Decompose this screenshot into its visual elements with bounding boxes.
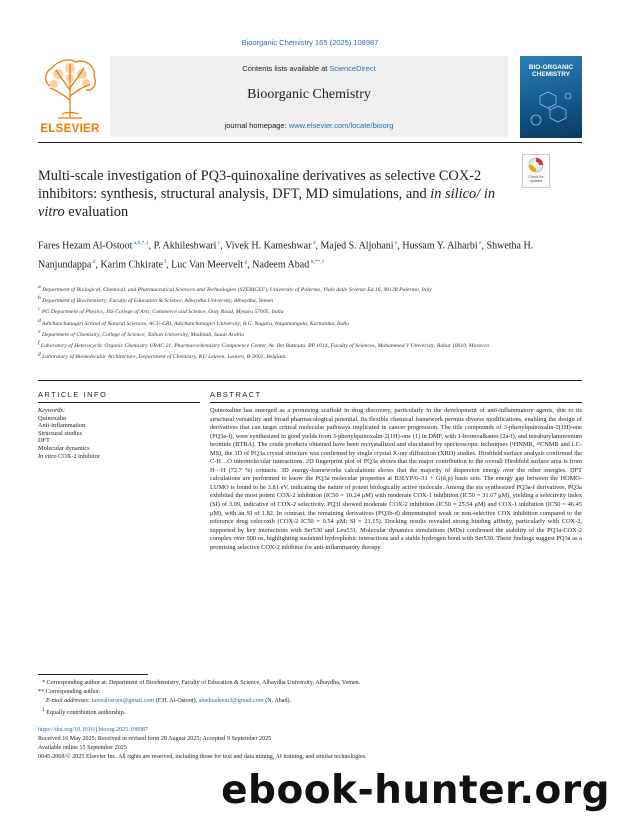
- watermark: ebook-hunter.org: [221, 768, 610, 813]
- homepage-prefix: journal homepage:: [224, 121, 289, 130]
- author-separator: ,: [166, 259, 172, 271]
- keyword-last: [38, 453, 198, 461]
- article-info-heading: ARTICLE INFO: [38, 390, 108, 399]
- author-separator: ,: [247, 259, 253, 271]
- check-updates-icon: [523, 155, 549, 175]
- email-link-2[interactable]: abadnadeem3@gmail.com: [198, 698, 264, 704]
- author-affiliation-marker[interactable]: d: [91, 259, 96, 266]
- author-list: [38, 235, 568, 274]
- author-separator: ,: [220, 240, 226, 252]
- author-separator: ,: [481, 240, 487, 252]
- author-affiliation-marker[interactable]: d: [311, 240, 316, 246]
- footnotes: [38, 679, 582, 718]
- author-separator: ,: [148, 240, 154, 252]
- author-affiliation-marker[interactable]: a,b,*,1: [132, 240, 149, 246]
- keyword-item: Quinoxalin: [38, 414, 67, 422]
- copyright: 0045-2068/© 2025 Elsevier Inc. All rights are reserved, including those for text and data mining, AI training, and similar technologies.: [38, 753, 367, 760]
- author-name[interactable]: Majed S. Aljohani: [320, 240, 394, 252]
- affiliation-item: $^f$ Laboratory of Heterocyclic Organic Chemistry URAC 21, Pharmacochemistry Competence Center, Av. Ibn Battouta, BP 1014, Faculty of Sciences, Mohammed V University, Rabat 10010, Morocco: [38, 339, 490, 349]
- author-name[interactable]: Luc Van Meervelt: [171, 259, 244, 271]
- keyword-list: [38, 415, 198, 453]
- author-affiliation-marker[interactable]: b,**,1: [309, 259, 325, 266]
- article-info-divider: [38, 402, 200, 403]
- author-affiliation-marker[interactable]: e: [477, 240, 482, 246]
- footnote-divider: [38, 674, 148, 675]
- author-name[interactable]: Fares Hezam Al-Ostoot: [38, 240, 133, 252]
- available-date: Available online 15 September 2025: [38, 744, 127, 751]
- keyword-item: Structural studies: [38, 429, 82, 437]
- affiliation-item: $^e$ Department of Chemistry, College of Science, Taibah University, Madinah, Saudi Arabia: [38, 328, 245, 338]
- elsevier-wordmark[interactable]: ELSEVIER: [40, 123, 100, 135]
- keyword-item: DFT: [38, 437, 50, 445]
- abstract-text: Quinoxaline has emerged as a promising scaffold in drug discovery, particularly in the development of anti-inflammatory agents, due to its structural versatility and broad pharmacological potential. Its flexible chemical framework permits diverse modifications, enabling the design of derivatives that can target critical molecular pathways implicated in cancer progression. The title compounds of 3-phenylquinoxalin-2(1H)-one (PQ3a-f), were synthesized in good yields from 3-phenylquinoxalin-2(1H)-one (1) in DMF, with 1-bromoalkanes (2a-f), and tetrabutylammonium bromide (BTBA). The crude products obtained have been recrystallized and elucidated by spectroscopic techniques (¹HNMR, ¹³CNMR and LC-MS), the 3D of PQ3a crystal structure was confirmed by single crystal X-ray diffraction (XRD) studies. Hirshfeld surface analysis confirmed the C-H…O intermolecular interactions. 2D fingerprint plot of PQ3a shows that the major contribution to the overall Hirshfeld surface area is from H···H (72.7 %) contacts. 3D energy-frameworks calculations shows that the majority of dispersion energy over the other energies. DFT calculations are performed to know the PQ3a molecular properties at B3LYP/6–31 + G(d,p) basis sets. The energy gap between the HOMO-LUMO is found to be 3.81 eV, indicating the nature of potent biologically active molecule. Among the six synthesized PQ3a-f derivatives, PQ3a exhibited the most potent COX-2 inhibition (IC50 = 10.24 μM) with moderate COX-1 inhibition (IC50 = 31.67 μM), yielding a selectivity index (SI) of 3.09, indicative of COX-2 selectivity. PQ3f showed moderate COX-2 inhibition (IC50 = 25.54 μM) and COX-1 inhibition (IC50 = 46.45 μM), with an SI of 1.82. In contrast, the remaining derivatives (PQ3b-d) demonstrated weak or non-selective COX inhibition compared to the reference drug celecoxib (COX-2 IC50 = 0.54 μM; SI = 21.15). Docking results revealed strong binding affinity, particularly with COX-2, supported by key interactions with Ser530 and Leu531. Molecular dynamics simulations (MDs) confirmed the stability of the PQ3a-COX-2 complex over 500 ns, highlighting sustained hydrophobic interactions and a stable hydrogen bond with Ser530. These findings suggest PQ3a as a promising selective COX-2 inhibitor for anti-inflammatory therapy.: [210, 407, 582, 551]
- author-name[interactable]: Hussam Y. Alharbi: [402, 240, 478, 252]
- title-end: evaluation: [64, 204, 129, 220]
- contents-prefix: Contents lists available at: [242, 64, 330, 73]
- keywords-block: [38, 407, 198, 460]
- author-affiliation-marker[interactable]: e: [393, 240, 398, 246]
- journal-title: Bioorganic Chemistry: [247, 87, 371, 102]
- abstract-heading: ABSTRACT: [210, 390, 262, 399]
- paper-title: [38, 167, 508, 221]
- affiliation-item: $^a$ Department of Biological, Chemical, and Pharmaceutical Sciences and Technologies (STEBICEF), University of Palermo, Viale delle Scienze Ed.16, 90128 Palermo, Italy: [38, 284, 432, 293]
- publication-info: [38, 726, 582, 762]
- cover-title: BIO-ORGANIC CHEMISTRY: [528, 64, 574, 78]
- footnote-corr1: * Corresponding author at: Department of Biochemistry, Faculty of Education & Science, Albaydha University, Albaydha, Yemen.: [42, 680, 361, 686]
- affiliation-divider: [38, 380, 582, 381]
- email-link-1[interactable]: faresalostoot@gmail.com: [91, 698, 155, 704]
- keyword-item: Anti-inflammation: [38, 422, 86, 430]
- keyword-last-italic: In vitro: [38, 452, 57, 460]
- sciencedirect-link[interactable]: ScienceDirect: [329, 64, 376, 73]
- author-name[interactable]: Nadeem Abad: [252, 259, 310, 271]
- journal-cover-image[interactable]: [520, 56, 582, 138]
- title-main: Multi-scale investigation of PQ3-quinoxaline derivatives as selective COX-2 inhibitors: synthesis, structural analysis, DFT, MD simulations, and: [38, 168, 482, 202]
- header-divider: [38, 142, 582, 143]
- affiliation-item: $^c$ PG Department of Physics, JSS College of Arts, Commerce and Science, Ooty Road, Mysuru 57005, India: [38, 306, 284, 316]
- check-for-updates-badge[interactable]: [522, 154, 550, 188]
- author-name[interactable]: Vivek H. Kameshwar: [225, 240, 312, 252]
- cover-molecule-graphic: [526, 86, 576, 132]
- doi-link[interactable]: https://doi.org/10.1016/j.bioorg.2025.108987: [38, 727, 148, 733]
- journal-reference[interactable]: Bioorganic Chemistry 165 (2025) 108987: [241, 38, 379, 47]
- keyword-last-rest: COX-2 inhibitor: [56, 452, 100, 460]
- author-name[interactable]: Shwetha H. Nanjundappa: [38, 240, 534, 271]
- check-updates-label: Check for updates: [528, 175, 544, 183]
- keyword-item: Molecular dynamics: [38, 444, 90, 452]
- author-separator: ,: [315, 240, 321, 252]
- author-separator: ,: [95, 259, 101, 271]
- received-dates: Received 16 May 2025; Received in revised form 28 August 2025; Accepted 9 September 2025: [38, 735, 272, 742]
- author-affiliation-marker[interactable]: c: [216, 240, 221, 246]
- author-separator: ,: [397, 240, 403, 252]
- keywords-label: Keywords:: [38, 407, 66, 414]
- footnote-emails: E-mail addresses: faresalostoot@gmail.com (F.H. Al-Ostoot), abadnadeem3@gmail.com (N. Abad).: [46, 698, 292, 704]
- author-affiliation-marker[interactable]: g: [243, 259, 248, 266]
- affiliation-item: $^d$ Adichunchanagiri School of Natural Sciences, ACU-CRI, Adichunchanagiri University, B.G. Nagara, Nagamangala, Karnataka, India: [38, 317, 350, 327]
- homepage-link[interactable]: www.elsevier.com/locate/bioorg: [288, 121, 394, 130]
- title-italic: in silico/ in vitro: [38, 186, 496, 220]
- affiliation-item: $^g$ Laboratory of Biomolecular Architecture, Department of Chemistry, KU Leuven, Leuven, B-3001, Belgium.: [38, 351, 287, 361]
- affiliation-item: $^b$ Department of Biochemistry, Faculty of Education & Science, Albaydha University, Albaydha, Yemen: [38, 295, 274, 305]
- author-affiliation-marker[interactable]: f: [162, 259, 167, 266]
- contents-line: [110, 64, 508, 73]
- homepage-line: [110, 121, 508, 130]
- author-name[interactable]: Karim Chkirate: [100, 259, 163, 271]
- footnote-equal: $^1$ Equally contribution authorship.: [42, 707, 126, 717]
- affiliation-list: [38, 284, 508, 362]
- author-name[interactable]: P. Akhileshwari: [153, 240, 217, 252]
- footnote-corr2: ** Corresponding author.: [38, 689, 101, 695]
- abstract-divider: [210, 402, 582, 403]
